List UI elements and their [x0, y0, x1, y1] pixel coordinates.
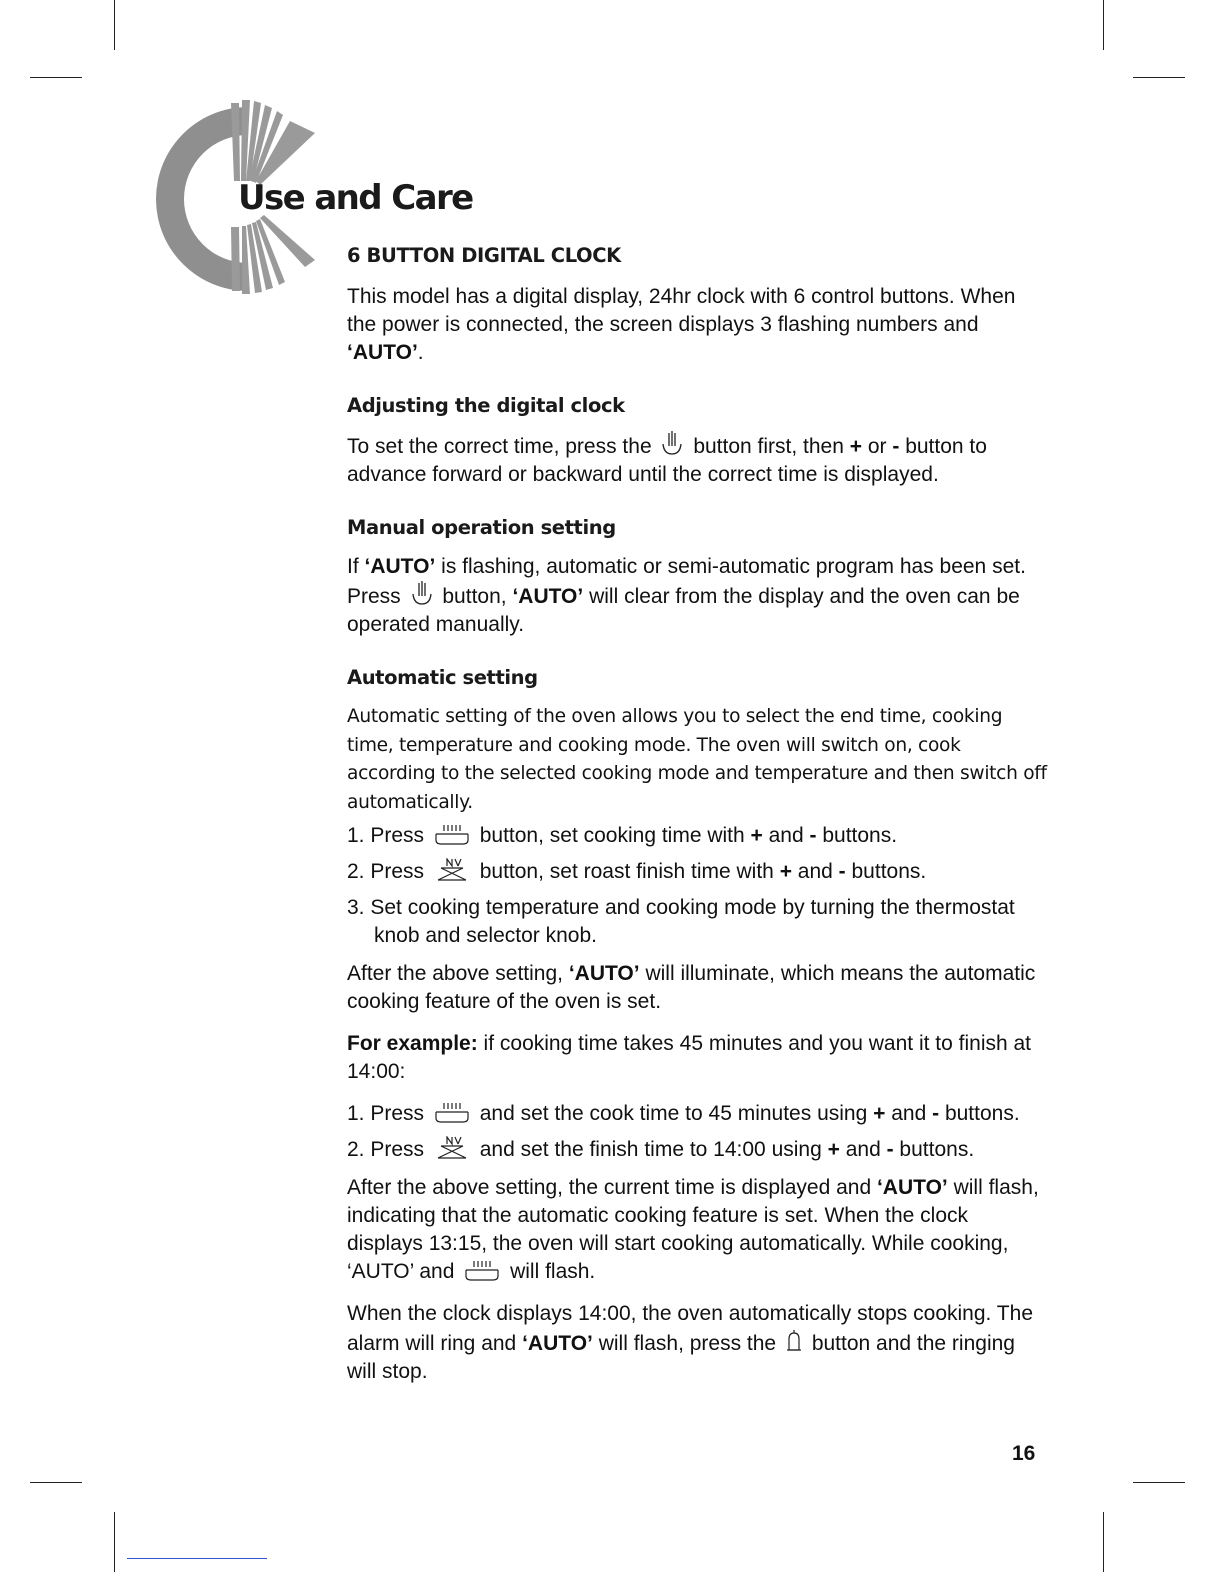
example-paragraph: For example: if cooking time takes 45 minutes and you want it to finish at 14:00:	[347, 1032, 1032, 1083]
end-time-icon	[433, 858, 471, 882]
list-item: 1. Press and set the cook time to 45 minutes using + and - buttons.	[347, 1102, 1020, 1125]
content	[347, 244, 1047, 1400]
list-item: 2. Press and set the finish time to 14:00 using + and - buttons.	[347, 1138, 975, 1161]
end-time-icon	[433, 1136, 471, 1160]
intro-paragraph: This model has a digital display, 24hr clock with 6 control buttons. When the power is connected, the screen displays 3 flashing numbers and ‘AUTO’.	[347, 285, 1016, 364]
cook-time-icon	[433, 1102, 471, 1124]
automatic-intro: Automatic setting of the oven allows you to select the end time, cooking time, temperature and cooking mode. The oven will switch on, cook according to the selected cooking mode and temperature and then switch off automatically.	[347, 706, 1047, 813]
list-item: 1. Press button, set cooking time with + and - buttons.	[347, 824, 898, 847]
automatic-heading: Automatic setting	[347, 666, 538, 689]
automatic-steps	[347, 822, 1047, 950]
crop-mark	[30, 1482, 82, 1483]
crop-mark	[1133, 77, 1185, 78]
after-setting-paragraph: After the above setting, ‘AUTO’ will illuminate, which means the automatic cooking feature of the oven is set.	[347, 962, 1036, 1013]
clock-hand-icon	[660, 431, 684, 457]
list-item: 3. Set cooking temperature and cooking mode by turning the thermostat knob and selector knob.	[347, 896, 1015, 947]
crop-mark	[114, 1512, 115, 1572]
crop-mark	[1103, 1512, 1104, 1572]
adjusting-heading: Adjusting the digital clock	[347, 394, 625, 417]
list-item: 2. Press button, set roast finish time with + and - buttons.	[347, 860, 927, 883]
adjusting-paragraph: To set the correct time, press the button first, then + or - button to advance forward or backward until the correct time is displayed.	[347, 431, 1047, 489]
bell-icon	[785, 1328, 803, 1354]
final-paragraph: When the clock displays 14:00, the oven automatically stops cooking. The alarm will ring and ‘AUTO’ will flash, press the button and the ringing will stop.	[347, 1302, 1033, 1383]
clock-hand-icon	[410, 581, 434, 607]
crop-mark	[1133, 1482, 1185, 1483]
crop-mark	[114, 0, 115, 50]
example-steps	[347, 1100, 1047, 1164]
page-heading: 6 BUTTON DIGITAL CLOCK	[347, 244, 621, 267]
section-title: Use and Care	[238, 178, 473, 218]
cook-time-icon	[463, 1260, 501, 1282]
manual-paragraph: If ‘AUTO’ is flashing, automatic or semi-automatic program has been set. Press button, ‘AUTO’ will clear from the display and the oven can be operated manually.	[347, 555, 1026, 636]
page-number: 16	[1012, 1442, 1036, 1465]
footer-link-line	[127, 1558, 267, 1559]
manual-heading: Manual operation setting	[347, 516, 616, 539]
crop-mark	[30, 77, 82, 78]
crop-mark	[1103, 0, 1104, 50]
cook-time-icon	[433, 824, 471, 846]
flash-paragraph: After the above setting, the current time is displayed and ‘AUTO’ will flash, indicating that the automatic cooking feature is set. When the clock displays 13:15, the oven will start cooking automatically. While cooking, ‘AUTO’ and will flash.	[347, 1176, 1039, 1283]
